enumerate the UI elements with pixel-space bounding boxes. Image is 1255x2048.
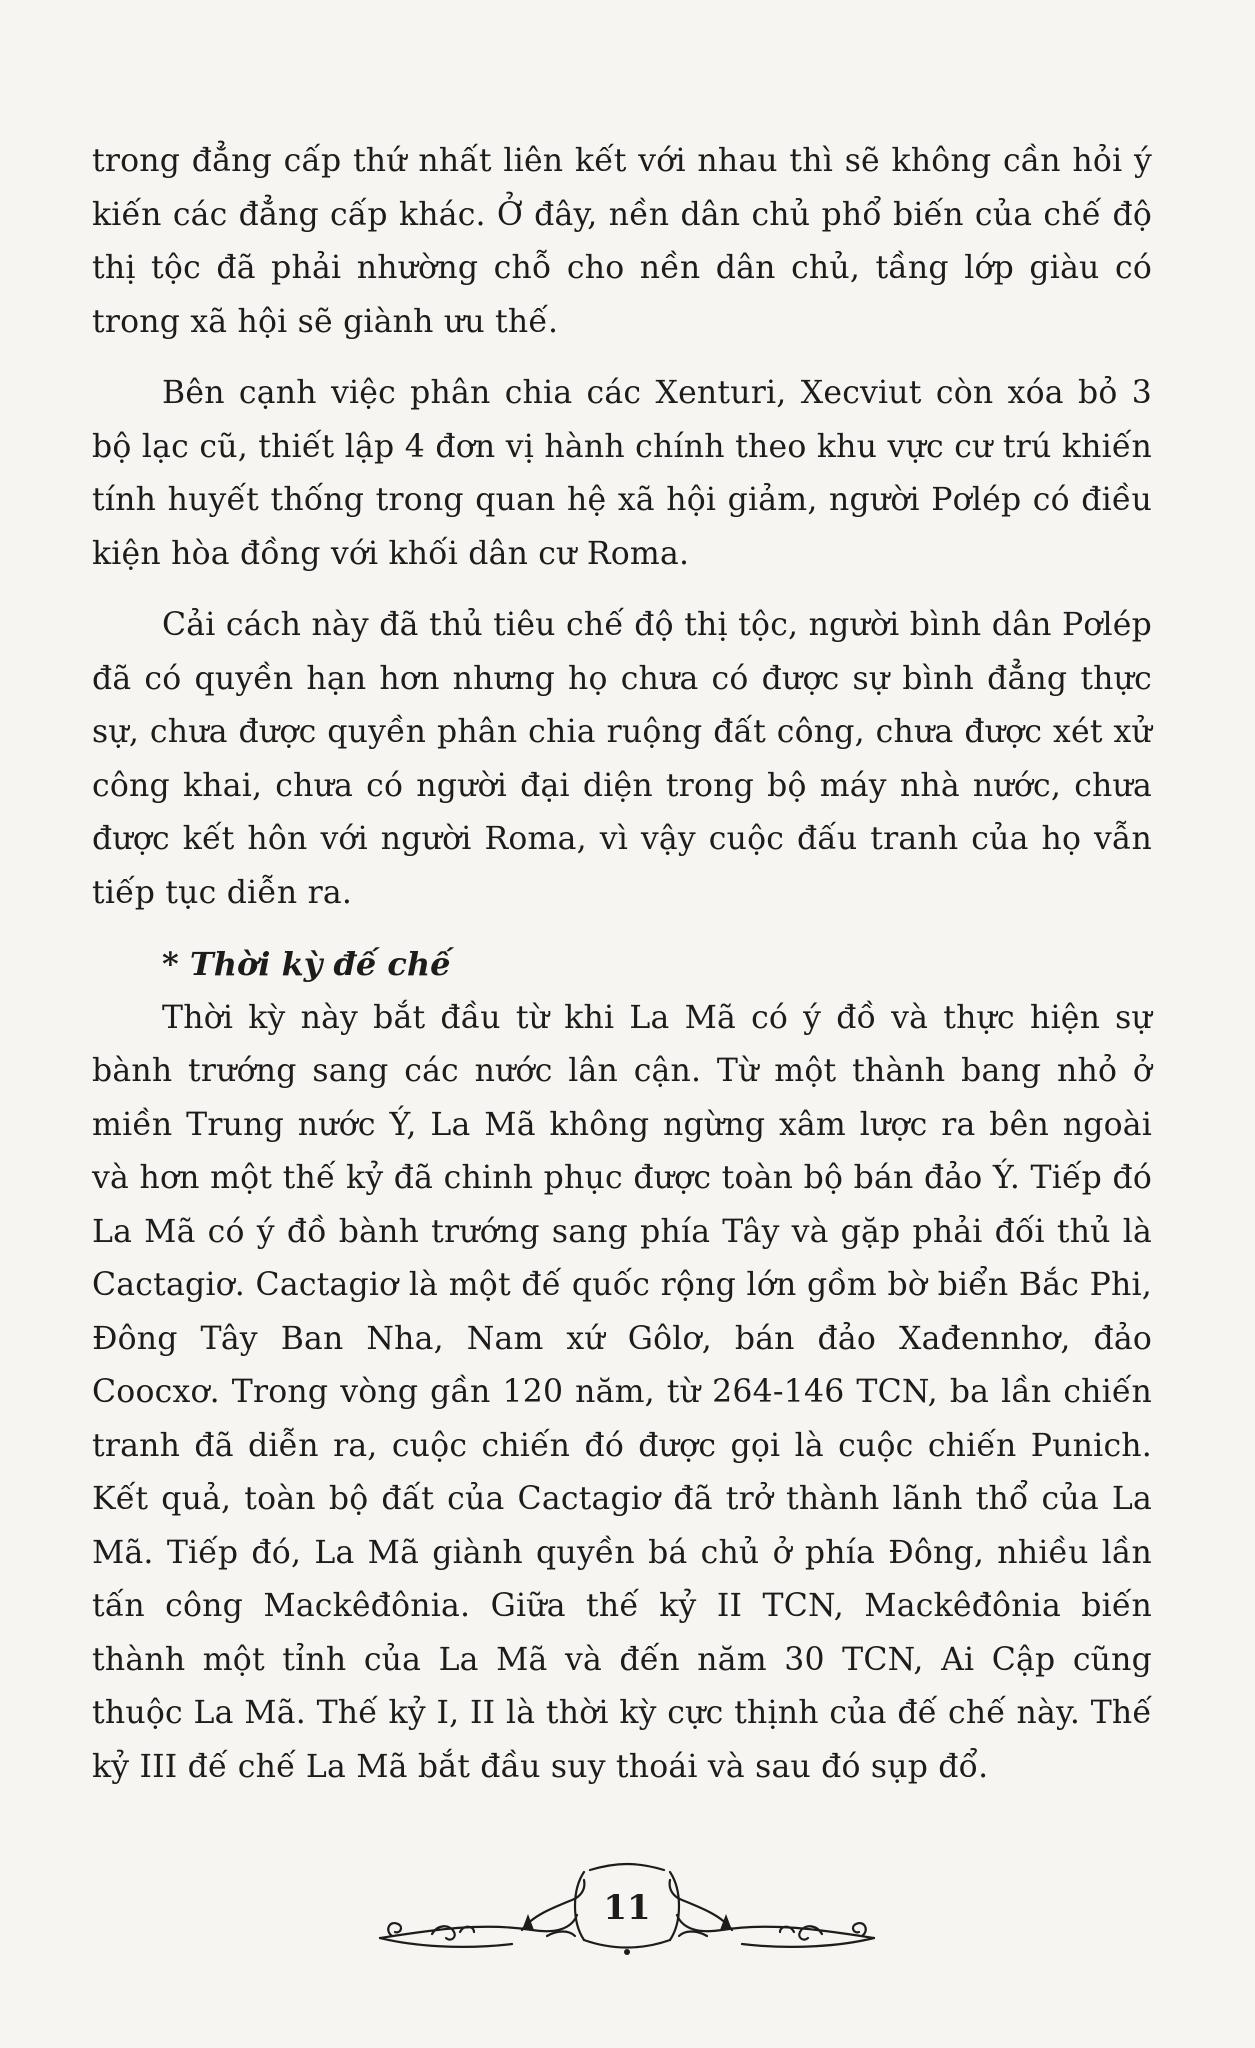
paragraph-reform-outcome: Cải cách này đã thủ tiêu chế độ thị tộc, người bình dân Pơlép đã có quyền hạn hơn nhưng họ chưa có được sự bình đẳng thực sự, chưa được quyền phân chia ruộng đất công, chưa được xét xử công khai, chưa có người đại diện trong bộ máy nhà nước, chưa được kết hôn với người Roma, vì vậy cuộc đấu tranh của họ vẫn tiếp tục diễn ra.: [92, 607, 1152, 911]
page-number: 11: [603, 1888, 651, 1928]
section-heading: * Thời kỳ đế chế: [162, 945, 451, 983]
page-body: [92, 135, 1152, 1812]
page-footer: [0, 1860, 1255, 1970]
paragraph-continuation: trong đẳng cấp thứ nhất liên kết với nhau thì sẽ không cần hỏi ý kiến các đẳng cấp khác. Ở đây, nền dân chủ phổ biến của chế độ thị tộc đã phải nhường chỗ cho nền dân chủ, tầng lớp giàu có trong xã hội sẽ giành ưu thế.: [92, 143, 1152, 340]
paragraph-xenturi-reform: Bên cạnh việc phân chia các Xenturi, Xecviut còn xóa bỏ 3 bộ lạc cũ, thiết lập 4 đơn vị hành chính theo khu vực cư trú khiến tính huyết thống trong quan hệ xã hội giảm, người Pơlép có điều kiện hòa đồng với khối dân cư Roma.: [92, 375, 1152, 572]
paragraph-empire-period: Thời kỳ này bắt đầu từ khi La Mã có ý đồ và thực hiện sự bành trướng sang các nước lân cận. Từ một thành bang nhỏ ở miền Trung nước Ý, La Mã không ngừng xâm lược ra bên ngoài và hơn một thế kỷ đã chinh phục được toàn bộ bán đảo Ý. Tiếp đó La Mã có ý đồ bành trướng sang phía Tây và gặp phải đối thủ là Cactagiơ. Cactagiơ là một đế quốc rộng lớn gồm bờ biển Bắc Phi, Đông Tây Ban Nha, Nam xứ Gôlơ, bán đảo Xađennhơ, đảo Coocxơ. Trong vòng gần 120 năm, từ 264-146 TCN, ba lần chiến tranh đã diễn ra, cuộc chiến đó được gọi là cuộc chiến Punich. Kết quả, toàn bộ đất của Cactagiơ đã trở thành lãnh thổ của La Mã. Tiếp đó, La Mã giành quyền bá chủ ở phía Đông, nhiều lần tấn công Mackêđônia. Giữa thế kỷ II TCN, Mackêđônia biến thành một tỉnh của La Mã và đến năm 30 TCN, Ai Cập cũng thuộc La Mã. Thế kỷ I, II là thời kỳ cực thịnh của đế chế này. Thế kỷ III đế chế La Mã bắt đầu suy thoái và sau đó sụp đổ.: [92, 999, 1152, 1785]
